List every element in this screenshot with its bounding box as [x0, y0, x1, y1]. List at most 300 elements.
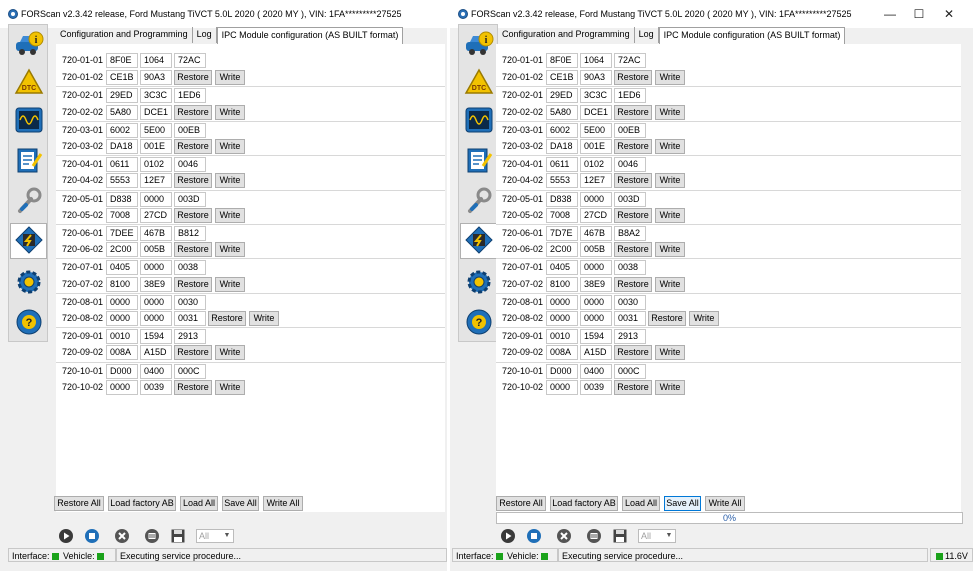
- hex-value-field[interactable]: 0000: [140, 192, 172, 207]
- hex-value-field[interactable]: 0405: [106, 260, 138, 275]
- hex-value-field[interactable]: CE1B: [106, 70, 138, 85]
- clear-icon[interactable]: [586, 528, 602, 544]
- hex-value-field[interactable]: 0000: [106, 295, 138, 310]
- write-all-button[interactable]: Write All: [705, 496, 745, 511]
- write-button[interactable]: Write: [655, 380, 685, 395]
- checklist-icon: [14, 146, 44, 177]
- hex-value-field[interactable]: 1594: [140, 329, 172, 344]
- hex-value-field[interactable]: 005B: [580, 242, 612, 257]
- write-button[interactable]: Write: [215, 70, 245, 85]
- hex-value-field[interactable]: 008A: [106, 345, 138, 360]
- table-row: [56, 379, 445, 396]
- restore-button[interactable]: Restore: [208, 311, 246, 326]
- hex-value-field[interactable]: 000C: [614, 364, 646, 379]
- hex-value-field[interactable]: D000: [546, 364, 578, 379]
- hex-value-field[interactable]: 1ED6: [174, 88, 206, 103]
- row-address-label: 720-05-01: [502, 193, 544, 204]
- table-row: [56, 138, 445, 155]
- hex-value-field[interactable]: A15D: [140, 345, 172, 360]
- wrench-icon: [14, 186, 44, 217]
- write-button[interactable]: Write: [215, 105, 245, 120]
- tab-configuration-programming[interactable]: Configuration and Programming: [498, 27, 635, 43]
- restore-button[interactable]: Restore: [614, 105, 652, 120]
- hex-value-field[interactable]: 0102: [140, 157, 172, 172]
- toolbar: [496, 526, 966, 546]
- stop-icon[interactable]: [84, 528, 100, 544]
- hex-value-field[interactable]: 7DEE: [106, 226, 138, 241]
- filter-select-value: All: [641, 531, 652, 541]
- row-address-label: 720-08-01: [502, 296, 544, 307]
- row-address-label: 720-03-01: [502, 124, 544, 135]
- hex-value-field[interactable]: 7008: [546, 208, 578, 223]
- vehicle-label: Vehicle:: [63, 551, 95, 561]
- maximize-button[interactable]: ☐: [913, 7, 925, 21]
- svg-text:DTC: DTC: [471, 84, 486, 92]
- restore-button[interactable]: Restore: [614, 208, 652, 223]
- status-bar: [8, 548, 447, 562]
- row-address-label: 720-09-01: [502, 331, 544, 342]
- svg-text:?: ?: [25, 316, 32, 329]
- hex-value-field[interactable]: 0000: [546, 295, 578, 310]
- hex-value-field[interactable]: 8F0E: [106, 53, 138, 68]
- write-button[interactable]: Write: [655, 277, 685, 292]
- row-address-label: 720-04-02: [502, 175, 544, 186]
- table-row: [56, 258, 445, 275]
- hex-value-field[interactable]: 0030: [174, 295, 206, 310]
- hex-value-field[interactable]: 0046: [174, 157, 206, 172]
- filter-select[interactable]: [196, 529, 234, 543]
- row-address-label: 720-05-02: [62, 209, 104, 220]
- write-button[interactable]: Write: [655, 139, 685, 154]
- hex-value-field[interactable]: 0000: [546, 380, 578, 395]
- row-address-label: 720-10-01: [502, 365, 544, 376]
- write-button[interactable]: Write: [689, 311, 719, 326]
- hex-value-field[interactable]: 3C3C: [580, 88, 612, 103]
- row-address-label: 720-07-01: [62, 262, 104, 273]
- write-button[interactable]: Write: [655, 70, 685, 85]
- row-address-label: 720-08-02: [502, 313, 544, 323]
- play-icon[interactable]: [500, 528, 516, 544]
- hex-value-field[interactable]: 2C00: [106, 242, 138, 257]
- hex-value-field[interactable]: 0611: [106, 157, 138, 172]
- vehicle-led-icon: [97, 553, 104, 560]
- hex-value-field[interactable]: 5A80: [106, 105, 138, 120]
- row-address-label: 720-10-01: [62, 365, 104, 376]
- restore-button[interactable]: Restore: [174, 380, 212, 395]
- oscilloscope-icon: [464, 106, 494, 137]
- write-button[interactable]: Write: [215, 380, 245, 395]
- sidebar-button-oscilloscope[interactable]: [10, 103, 47, 139]
- hex-value-field[interactable]: 0000: [140, 311, 172, 326]
- hex-value-field[interactable]: 467B: [580, 226, 612, 241]
- table-row: [496, 207, 961, 224]
- hex-value-field[interactable]: 00EB: [174, 123, 206, 138]
- table-row: [56, 190, 445, 207]
- restore-button[interactable]: Restore: [174, 70, 212, 85]
- write-button[interactable]: Write: [655, 105, 685, 120]
- sidebar-button-dtc[interactable]: [10, 65, 47, 101]
- table-row: [56, 293, 445, 310]
- hex-value-field[interactable]: DA18: [106, 139, 138, 154]
- wrench-icon: [464, 186, 494, 217]
- hex-value-field[interactable]: 0038: [614, 260, 646, 275]
- hex-value-field[interactable]: 0405: [546, 260, 578, 275]
- hex-value-field[interactable]: 0031: [174, 311, 206, 326]
- svg-text:i: i: [34, 34, 37, 46]
- hex-value-field[interactable]: 0000: [580, 260, 612, 275]
- row-address-label: 720-09-01: [62, 331, 104, 342]
- hex-value-field[interactable]: 0000: [106, 311, 138, 326]
- hex-value-field[interactable]: 001E: [580, 139, 612, 154]
- row-address-label: 720-09-02: [62, 347, 104, 358]
- play-icon[interactable]: [58, 528, 74, 544]
- tab-ipc-module-config[interactable]: IPC Module configuration (AS BUILT format): [217, 27, 404, 44]
- vehicle-label: Vehicle:: [507, 551, 539, 561]
- close-button[interactable]: ✕: [943, 7, 955, 21]
- filter-select[interactable]: [638, 529, 676, 543]
- hex-value-field[interactable]: 1064: [140, 53, 172, 68]
- svg-text:i: i: [484, 34, 487, 46]
- hex-value-field[interactable]: 38E9: [580, 277, 612, 292]
- row-address-label: 720-09-02: [502, 347, 544, 358]
- tab-ipc-module-config[interactable]: IPC Module configuration (AS BUILT format): [659, 27, 846, 44]
- cancel-icon[interactable]: [556, 528, 572, 544]
- hex-value-field[interactable]: 0039: [140, 380, 172, 395]
- sidebar-button-vehicle-info[interactable]: [10, 27, 47, 63]
- status-message: Executing service procedure...: [558, 548, 928, 562]
- sidebar-button-help[interactable]: [10, 305, 47, 341]
- hex-value-field[interactable]: 0000: [580, 311, 612, 326]
- table-row: [496, 104, 961, 121]
- hex-value-field[interactable]: 12E7: [580, 173, 612, 188]
- sidebar-button-help[interactable]: [460, 305, 497, 341]
- table-row: [496, 276, 961, 293]
- hex-value-field[interactable]: DA18: [546, 139, 578, 154]
- hex-value-field[interactable]: 0038: [174, 260, 206, 275]
- module-config-icon: [464, 226, 494, 257]
- hex-value-field[interactable]: 6002: [106, 123, 138, 138]
- hex-value-field[interactable]: 3C3C: [140, 88, 172, 103]
- sidebar-button-oscilloscope[interactable]: [460, 103, 497, 139]
- hex-value-field[interactable]: DCE1: [140, 105, 172, 120]
- save-icon[interactable]: [170, 528, 186, 544]
- forscan-app-icon: [8, 9, 18, 19]
- hex-value-field[interactable]: 6002: [546, 123, 578, 138]
- hex-value-field[interactable]: A15D: [580, 345, 612, 360]
- table-row: [496, 310, 961, 327]
- hex-value-field[interactable]: 003D: [174, 192, 206, 207]
- restore-all-button[interactable]: Restore All: [54, 496, 104, 511]
- write-button[interactable]: Write: [215, 277, 245, 292]
- write-button[interactable]: Write: [215, 208, 245, 223]
- hex-value-field[interactable]: 467B: [140, 226, 172, 241]
- hex-value-field[interactable]: 000C: [174, 364, 206, 379]
- hex-value-field[interactable]: 7D7E: [546, 226, 578, 241]
- filter-select-value: All: [199, 531, 210, 541]
- restore-button[interactable]: Restore: [614, 139, 652, 154]
- status-message: Executing service procedure...: [116, 548, 447, 562]
- save-icon[interactable]: [612, 528, 628, 544]
- window-title: FORScan v2.3.42 release, Ford Mustang TiVCT 5.0L 2020 ( 2020 MY ), VIN: 1FA*********27525: [21, 9, 402, 19]
- hex-value-field[interactable]: 8100: [106, 277, 138, 292]
- sidebar-button-gear[interactable]: [460, 265, 497, 301]
- write-button[interactable]: Write: [655, 208, 685, 223]
- chevron-down-icon: ▼: [223, 532, 231, 539]
- gear-icon: [464, 268, 494, 299]
- progress-bar: 0%: [496, 512, 963, 524]
- restore-button[interactable]: Restore: [174, 242, 212, 257]
- module-config-icon: [14, 226, 44, 257]
- restore-button[interactable]: Restore: [614, 345, 652, 360]
- sidebar-button-wrench[interactable]: [10, 183, 47, 219]
- hex-value-field[interactable]: 29ED: [546, 88, 578, 103]
- row-address-label: 720-08-02: [62, 313, 104, 323]
- row-address-label: 720-02-02: [62, 106, 104, 117]
- restore-button[interactable]: Restore: [174, 139, 212, 154]
- write-button[interactable]: Write: [215, 242, 245, 257]
- row-address-label: 720-07-02: [62, 278, 104, 289]
- hex-value-field[interactable]: 0039: [580, 380, 612, 395]
- status-connection: [8, 548, 116, 562]
- hex-value-field[interactable]: 5E00: [140, 123, 172, 138]
- hex-value-field[interactable]: 2913: [614, 329, 646, 344]
- restore-button[interactable]: Restore: [614, 173, 652, 188]
- row-address-label: 720-01-02: [62, 72, 104, 83]
- hex-value-field[interactable]: 2913: [174, 329, 206, 344]
- hex-value-field[interactable]: 0000: [140, 295, 172, 310]
- restore-button[interactable]: Restore: [174, 345, 212, 360]
- write-button[interactable]: Write: [655, 345, 685, 360]
- hex-value-field[interactable]: 72AC: [174, 53, 206, 68]
- hex-value-field[interactable]: B8A2: [614, 226, 646, 241]
- table-row: [56, 104, 445, 121]
- stop-icon[interactable]: [526, 528, 542, 544]
- window-title: FORScan v2.3.42 release, Ford Mustang TiVCT 5.0L 2020 ( 2020 MY ), VIN: 1FA*********27525: [471, 9, 852, 19]
- restore-button[interactable]: Restore: [614, 277, 652, 292]
- row-address-label: 720-02-01: [62, 90, 104, 101]
- table-row: [496, 293, 961, 310]
- restore-button[interactable]: Restore: [174, 208, 212, 223]
- status-connection: [452, 548, 558, 562]
- interface-label: Interface:: [12, 551, 50, 561]
- row-address-label: 720-01-01: [62, 55, 104, 65]
- write-button[interactable]: Write: [215, 345, 245, 360]
- table-row: [56, 344, 445, 361]
- hex-value-field[interactable]: 27CD: [140, 208, 172, 223]
- tab-bar: [498, 27, 845, 44]
- sidebar-button-module-config[interactable]: [10, 223, 47, 259]
- restore-button[interactable]: Restore: [614, 242, 652, 257]
- row-address-label: 720-03-02: [62, 141, 104, 151]
- sidebar-button-checklist[interactable]: [10, 143, 47, 179]
- hex-value-field[interactable]: 8F0E: [546, 53, 578, 68]
- sidebar-button-wrench[interactable]: [460, 183, 497, 219]
- minimize-button[interactable]: —: [884, 7, 896, 21]
- row-address-label: 720-01-02: [502, 72, 544, 83]
- write-button[interactable]: Write: [215, 139, 245, 154]
- table-row: [496, 69, 961, 86]
- hex-value-field[interactable]: 0031: [614, 311, 646, 326]
- sidebar-button-dtc[interactable]: [460, 65, 497, 101]
- hex-value-field[interactable]: B812: [174, 226, 206, 241]
- gear-icon: [14, 268, 44, 299]
- restore-button[interactable]: Restore: [174, 105, 212, 120]
- row-address-label: 720-01-01: [502, 55, 544, 65]
- oscilloscope-icon: [14, 106, 44, 137]
- hex-value-field[interactable]: 001E: [140, 139, 172, 154]
- table-row: [496, 52, 961, 69]
- write-button[interactable]: Write: [655, 173, 685, 188]
- asbuilt-table: [56, 44, 445, 512]
- hex-value-field[interactable]: 0102: [580, 157, 612, 172]
- hex-value-field[interactable]: 72AC: [614, 53, 646, 68]
- hex-value-field[interactable]: 2C00: [546, 242, 578, 257]
- restore-button[interactable]: Restore: [614, 380, 652, 395]
- hex-value-field[interactable]: 0046: [614, 157, 646, 172]
- table-row: [56, 121, 445, 138]
- table-row: [496, 327, 961, 344]
- hex-value-field[interactable]: 003D: [614, 192, 646, 207]
- row-address-label: 720-02-01: [502, 90, 544, 101]
- sidebar-button-module-config[interactable]: [460, 223, 497, 259]
- table-row: [56, 207, 445, 224]
- battery-voltage: [930, 548, 973, 562]
- hex-value-field[interactable]: 5E00: [580, 123, 612, 138]
- sidebar: [458, 24, 498, 342]
- help-icon: [464, 308, 494, 339]
- restore-button[interactable]: Restore: [648, 311, 686, 326]
- hex-value-field[interactable]: 0400: [580, 364, 612, 379]
- hex-value-field[interactable]: D838: [106, 192, 138, 207]
- vehicle-led-icon: [541, 553, 548, 560]
- help-icon: [14, 308, 44, 339]
- hex-value-field[interactable]: 7008: [106, 208, 138, 223]
- hex-value-field[interactable]: D000: [106, 364, 138, 379]
- hex-value-field[interactable]: 1064: [580, 53, 612, 68]
- hex-value-field[interactable]: 0000: [580, 295, 612, 310]
- hex-value-field[interactable]: 5A80: [546, 105, 578, 120]
- sidebar-button-gear[interactable]: [10, 265, 47, 301]
- row-address-label: 720-05-01: [62, 193, 104, 204]
- dtc-icon: [14, 68, 44, 99]
- hex-value-field[interactable]: 1ED6: [614, 88, 646, 103]
- hex-value-field[interactable]: 0030: [614, 295, 646, 310]
- cancel-icon[interactable]: [114, 528, 130, 544]
- forscan-app-icon: [458, 9, 468, 19]
- row-address-label: 720-07-01: [502, 262, 544, 273]
- load-factory-ab-button[interactable]: Load factory AB: [550, 496, 618, 511]
- load-all-button[interactable]: Load All: [180, 496, 218, 511]
- table-row: [56, 241, 445, 258]
- hex-value-field[interactable]: 29ED: [106, 88, 138, 103]
- row-address-label: 720-04-02: [62, 175, 104, 186]
- table-row: [56, 327, 445, 344]
- save-all-button[interactable]: Save All: [664, 496, 701, 511]
- hex-value-field[interactable]: DCE1: [580, 105, 612, 120]
- write-button[interactable]: Write: [215, 173, 245, 188]
- hex-value-field[interactable]: 008A: [546, 345, 578, 360]
- hex-value-field[interactable]: 0400: [140, 364, 172, 379]
- tab-log[interactable]: Log: [193, 27, 217, 43]
- table-row: [56, 276, 445, 293]
- restore-button[interactable]: Restore: [174, 277, 212, 292]
- load-all-button[interactable]: Load All: [622, 496, 660, 511]
- hex-value-field[interactable]: CE1B: [546, 70, 578, 85]
- clear-icon[interactable]: [144, 528, 160, 544]
- hex-value-field[interactable]: 90A3: [140, 70, 172, 85]
- hex-value-field[interactable]: 5553: [106, 173, 138, 188]
- hex-value-field[interactable]: 5553: [546, 173, 578, 188]
- asbuilt-table: [496, 44, 961, 512]
- hex-value-field[interactable]: 0010: [106, 329, 138, 344]
- dtc-icon: [464, 68, 494, 99]
- svg-text:?: ?: [475, 316, 482, 329]
- hex-value-field[interactable]: 90A3: [580, 70, 612, 85]
- hex-value-field[interactable]: 0000: [106, 380, 138, 395]
- vehicle-info-icon: [14, 30, 44, 61]
- table-row: [496, 138, 961, 155]
- forscan-window-left: [0, 0, 447, 571]
- sidebar-button-vehicle-info[interactable]: [460, 27, 497, 63]
- status-bar: [458, 548, 973, 562]
- table-row: [496, 155, 961, 172]
- tab-bar: [56, 27, 403, 44]
- sidebar-button-checklist[interactable]: [460, 143, 497, 179]
- hex-value-field[interactable]: 0000: [580, 192, 612, 207]
- hex-value-field[interactable]: 0611: [546, 157, 578, 172]
- load-factory-ab-button[interactable]: Load factory AB: [108, 496, 176, 511]
- svg-text:DTC: DTC: [21, 84, 36, 92]
- row-address-label: 720-10-02: [62, 381, 104, 392]
- table-row: [496, 86, 961, 103]
- hex-value-field[interactable]: 0000: [140, 260, 172, 275]
- hex-value-field[interactable]: 12E7: [140, 173, 172, 188]
- interface-led-icon: [496, 553, 503, 560]
- row-address-label: 720-07-02: [502, 278, 544, 289]
- row-address-label: 720-03-02: [502, 141, 544, 151]
- hex-value-field[interactable]: 005B: [140, 242, 172, 257]
- table-row: [56, 172, 445, 189]
- hex-value-field[interactable]: 0010: [546, 329, 578, 344]
- checklist-icon: [464, 146, 494, 177]
- table-row: [496, 190, 961, 207]
- table-row: [496, 172, 961, 189]
- chevron-down-icon: ▼: [665, 532, 673, 539]
- table-row: [496, 379, 961, 396]
- hex-value-field[interactable]: D838: [546, 192, 578, 207]
- write-all-button[interactable]: Write All: [263, 496, 303, 511]
- row-address-label: 720-06-01: [502, 228, 544, 238]
- hex-value-field[interactable]: 1594: [580, 329, 612, 344]
- sidebar: [8, 24, 48, 342]
- tab-log[interactable]: Log: [635, 27, 659, 43]
- hex-value-field[interactable]: 38E9: [140, 277, 172, 292]
- write-button[interactable]: Write: [249, 311, 279, 326]
- restore-button[interactable]: Restore: [174, 173, 212, 188]
- save-all-button[interactable]: Save All: [222, 496, 259, 511]
- hex-value-field[interactable]: 0000: [546, 311, 578, 326]
- table-row: [496, 241, 961, 258]
- hex-value-field[interactable]: 8100: [546, 277, 578, 292]
- hex-value-field[interactable]: 27CD: [580, 208, 612, 223]
- table-row: [56, 155, 445, 172]
- tab-configuration-programming[interactable]: Configuration and Programming: [56, 27, 193, 43]
- write-button[interactable]: Write: [655, 242, 685, 257]
- restore-all-button[interactable]: Restore All: [496, 496, 546, 511]
- restore-button[interactable]: Restore: [614, 70, 652, 85]
- row-address-label: 720-08-01: [62, 296, 104, 307]
- hex-value-field[interactable]: 00EB: [614, 123, 646, 138]
